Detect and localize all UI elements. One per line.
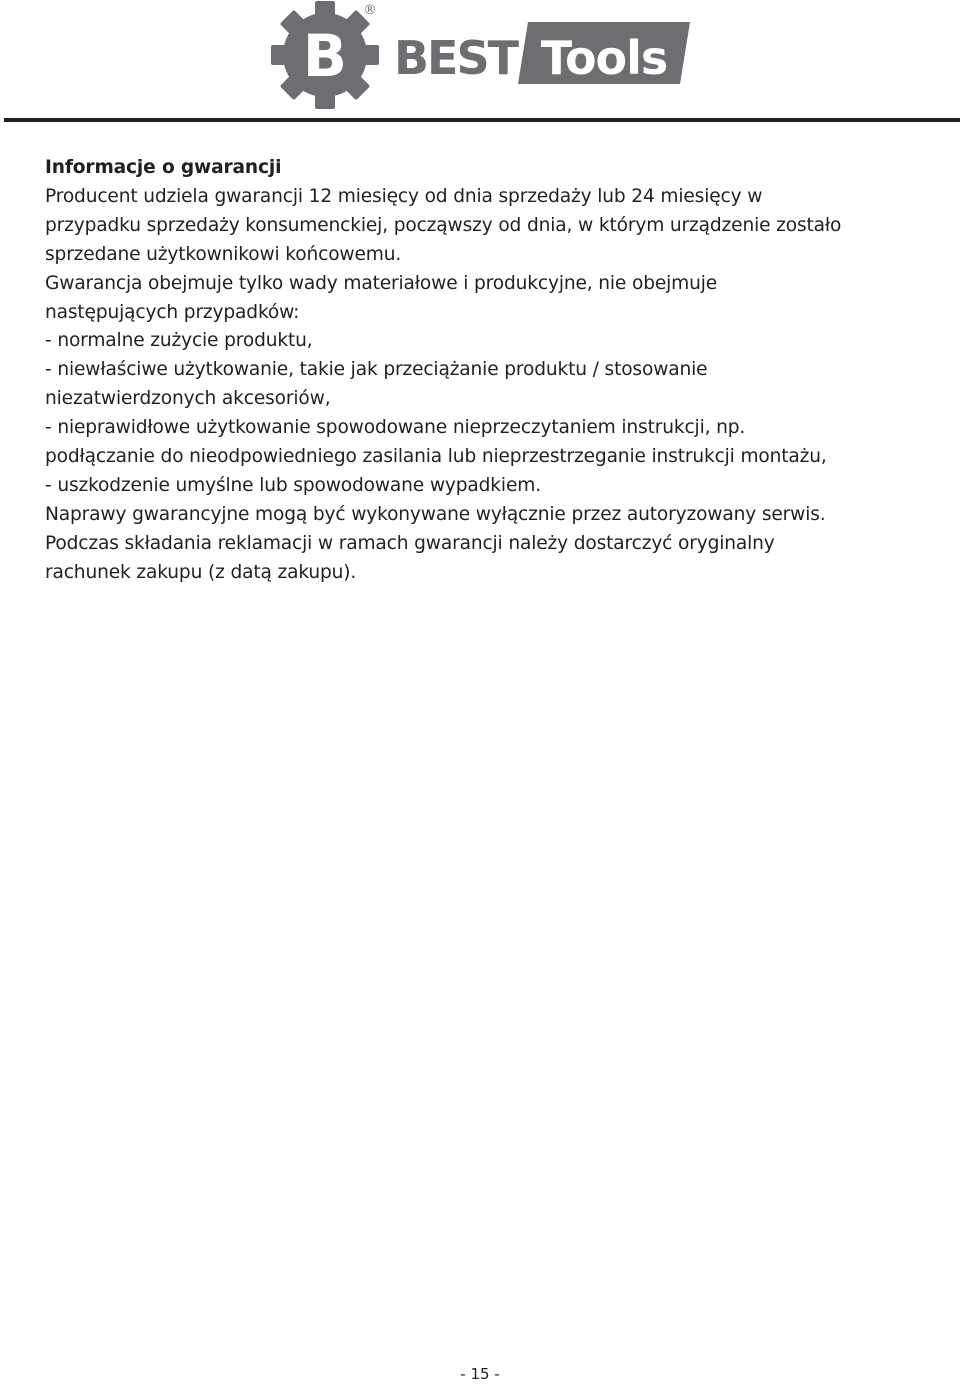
page-header [0,0,960,124]
list-item: - normalne zużycie produktu, [45,330,313,352]
section-body [45,183,935,588]
logo-letter: B [302,22,348,90]
body-line: następujących przypadków: [45,301,300,323]
list-item: - niewłaściwe użytkowanie, takie jak przeciążanie produktu / stosowanie [45,359,708,381]
body-line: niezatwierdzonych akcesoriów, [45,388,331,410]
brand-best: BEST [394,31,517,85]
warranty-section [45,154,935,588]
body-line: Gwarancja obejmuje tylko wady materiałowe i produkcyjne, nie obejmuje [45,272,718,294]
body-line: przypadku sprzedaży konsumenckiej, począwszy od dnia, w którym urządzenie zostało [45,214,842,236]
body-line: Producent udziela gwarancji 12 miesięcy od dnia sprzedaży lub 24 miesięcy w [45,185,763,207]
page-number: - 15 - [460,1365,500,1383]
brand-tools: Tools [540,31,668,85]
body-line: Naprawy gwarancyjne mogą być wykonywane wyłącznie przez autoryzowany serwis. [45,503,826,525]
registered-mark: ® [363,3,377,18]
section-title: Informacje o gwarancji [45,157,282,178]
list-item: - nieprawidłowe użytkowanie spowodowane nieprzeczytaniem instrukcji, np. [45,417,746,439]
header-divider [4,118,960,122]
body-line: sprzedane użytkownikowi końcowemu. [45,243,402,265]
list-item: - uszkodzenie umyślne lub spowodowane wypadkiem. [45,474,541,496]
body-line: podłączanie do nieodpowiedniego zasilania lub nieprzestrzeganie instrukcji montażu, [45,446,827,468]
best-tools-logo [270,0,700,110]
body-line: rachunek zakupu (z datą zakupu). [45,561,357,583]
body-line: Podczas składania reklamacji w ramach gwarancji należy dostarczyć oryginalny [45,532,775,554]
